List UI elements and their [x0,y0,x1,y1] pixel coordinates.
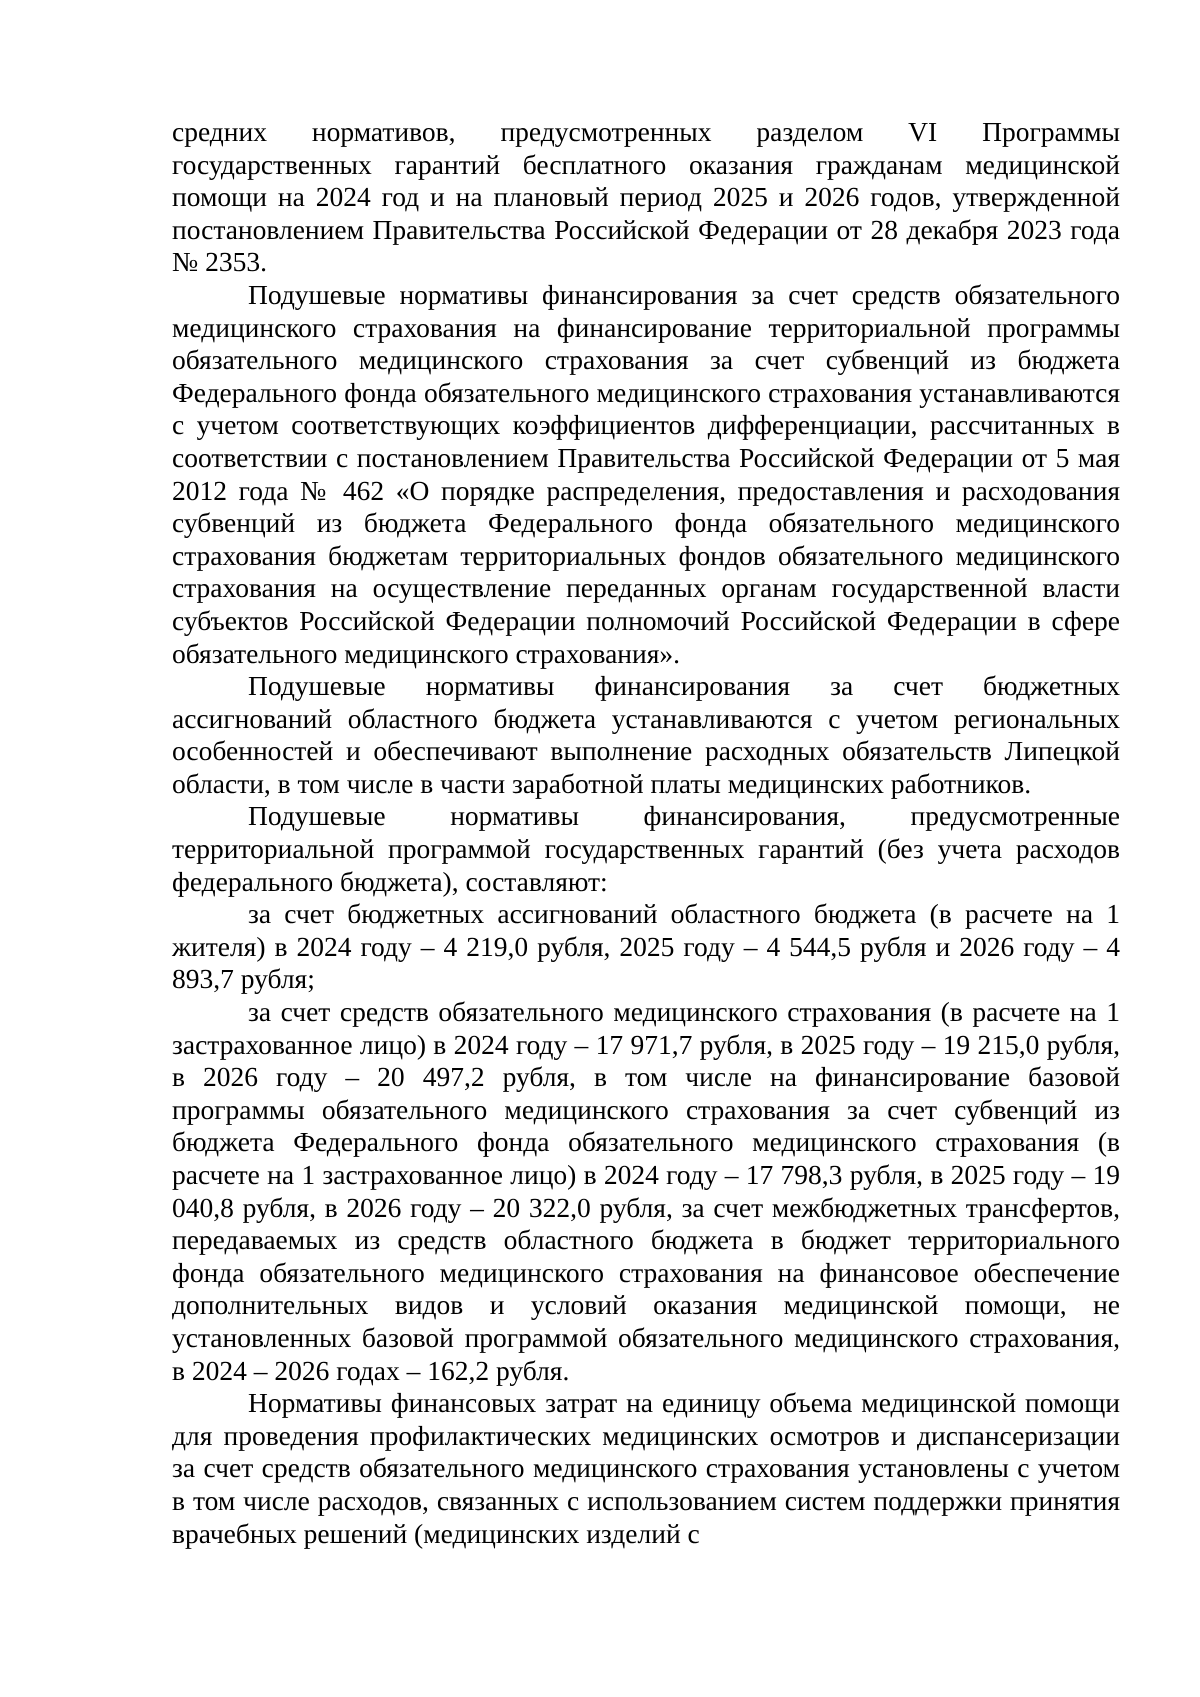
paragraph-preventive-exams: Нормативы финансовых затрат на единицу объема медицинской помощи для проведения профилактических медицинских осмотров и диспансеризации за счет средств обязательного медицинского страхования установлены с учетом в том числе расходов, связанных с использованием систем поддержки принятия врачебных решений (медицинских изделий с [172,1387,1120,1549]
paragraph-per-capita-intro: Подушевые нормативы финансирования, предусмотренные территориальной программой государственных гарантий (без учета расходов федерального бюджета), составляют: [172,800,1120,897]
document-body [172,116,1120,1550]
paragraph-regional-amounts: за счет бюджетных ассигнований областного бюджета (в расчете на 1 жителя) в 2024 году – 4 219,0 рубля, 2025 году – 4 544,5 рубля и 2026 году – 4 893,7 рубля; [172,898,1120,995]
paragraph-continuation: средних нормативов, предусмотренных разделом VI Программы государственных гарантий бесплатного оказания гражданам медицинской помощи на 2024 год и на плановый период 2025 и 2026 годов, утвержденной постановлением Правительства Российской Федерации от 28 декабря 2023 года № 2353. [172,116,1120,278]
paragraph-regional-budget: Подушевые нормативы финансирования за счет бюджетных ассигнований областного бюджета устанавливаются с учетом региональных особенностей и обеспечивают выполнение расходных обязательств Липецкой области, в том числе в части заработной платы медицинских работников. [172,670,1120,799]
paragraph-oms-subventions: Подушевые нормативы финансирования за счет средств обязательного медицинского страхования на финансирование территориальной программы обязательного медицинского страхования за счет субвенций из бюджета Федерального фонда обязательного медицинского страхования устанавливаются с учетом соответствующих коэффициентов дифференциации, рассчитанных в соответствии с постановлением Правительства Российской Федерации от 5 мая 2012 года № 462 «О порядке распределения, предоставления и расходования субвенций из бюджета Федерального фонда обязательного медицинского страхования бюджетам территориальных фондов обязательного медицинского страхования на осуществление переданных органам государственной власти субъектов Российской Федерации полномочий Российской Федерации в сфере обязательного медицинского страхования». [172,278,1120,669]
paragraph-oms-amounts: за счет средств обязательного медицинского страхования (в расчете на 1 застрахованное лицо) в 2024 году – 17 971,7 рубля, в 2025 году – 19 215,0 рубля, в 2026 году – 20 497,2 рубля, в том числе на финансирование базовой программы обязательного медицинского страхования за счет субвенций из бюджета Федерального фонда обязательного медицинского страхования (в расчете на 1 застрахованное лицо) в 2024 году – 17 798,3 рубля, в 2025 году – 19 040,8 рубля, в 2026 году – 20 322,0 рубля, за счет межбюджетных трансфертов, передаваемых из средств областного бюджета в бюджет территориального фонда обязательного медицинского страхования на финансовое обеспечение дополнительных видов и условий оказания медицинской помощи, не установленных базовой программой обязательного медицинского страхования, в 2024 – 2026 годах – 162,2 рубля. [172,996,1120,1386]
